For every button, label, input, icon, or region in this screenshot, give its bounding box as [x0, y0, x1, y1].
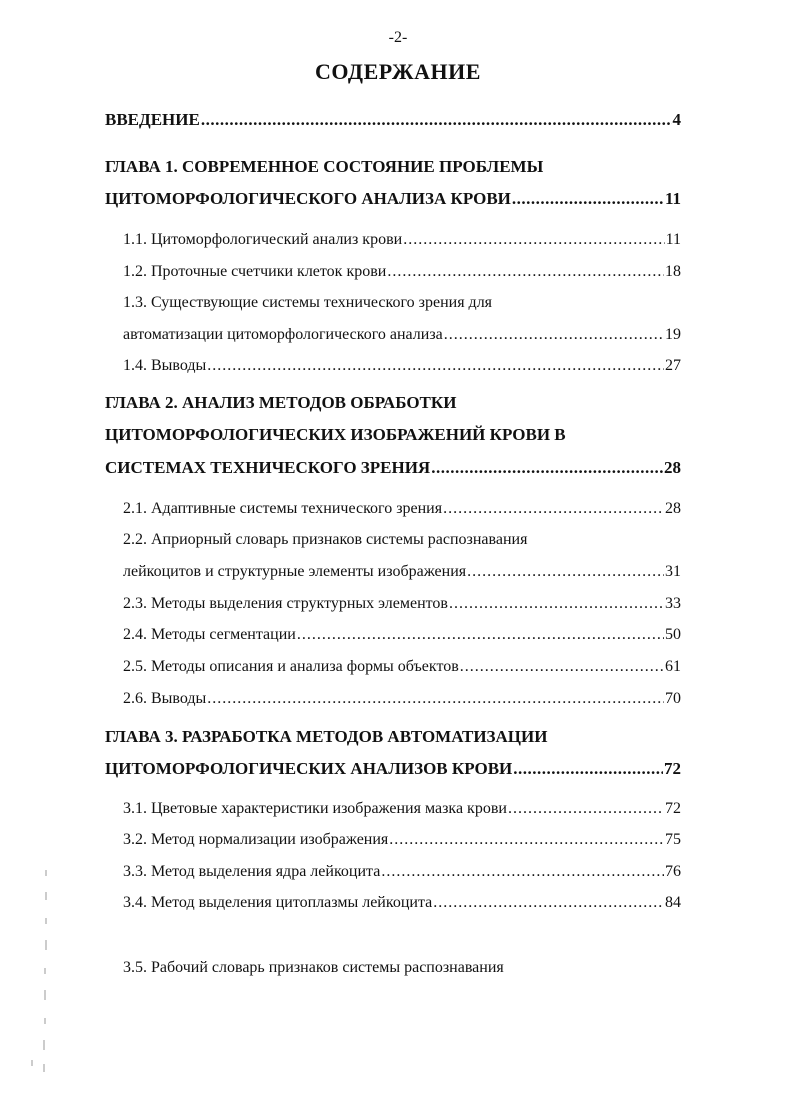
toc-section-title: 3.1. Цветовые характеристики изображения мазка крови [123, 800, 507, 817]
toc-chapter2-line2[interactable] [105, 425, 681, 445]
toc-chapter-title: СИСТЕМАХ ТЕХНИЧЕСКОГО ЗРЕНИЯ [105, 458, 431, 477]
toc-page-number: 19 [665, 326, 681, 343]
toc-section-1-4[interactable] [123, 356, 681, 376]
toc-section-3-2[interactable] [123, 830, 681, 850]
toc-section-title: 1.3. Существующие системы технического зрения для [123, 294, 493, 311]
toc-section-title: 3.2. Метод нормализации изображения [123, 831, 389, 848]
toc-dot-leader [444, 325, 664, 345]
toc-section-title: 2.3. Методы выделения структурных элементов [123, 595, 448, 612]
toc-chapter3-line2[interactable] [105, 759, 681, 779]
toc-section-3-1[interactable] [123, 799, 681, 819]
toc-section-title: 2.2. Априорный словарь признаков системы распознавания [123, 531, 528, 548]
toc-chapter1-line1[interactable] [105, 157, 681, 177]
toc-chapter-title: ГЛАВА 2. АНАЛИЗ МЕТОДОВ ОБРАБОТКИ [105, 393, 457, 412]
toc-page-number: 28 [665, 500, 681, 517]
toc-section-1-1[interactable] [123, 230, 681, 250]
toc-entry-intro[interactable] [105, 110, 681, 130]
toc-dot-leader [433, 893, 664, 913]
toc-section-title: 3.4. Метод выделения цитоплазмы лейкоцита [123, 894, 433, 911]
toc-section-title: 2.1. Адаптивные системы технического зрения [123, 500, 443, 517]
toc-section-2-1[interactable] [123, 499, 681, 519]
toc-page-number: 75 [665, 831, 681, 848]
page-number: -2- [388, 29, 408, 46]
toc-dot-leader [512, 189, 664, 209]
toc-section-1-3-line1[interactable] [123, 293, 681, 313]
toc-dot-leader [389, 830, 664, 850]
toc-chapter1-line2[interactable] [105, 189, 681, 209]
toc-dot-leader [508, 799, 664, 819]
toc-dot-leader [387, 262, 664, 282]
toc-dot-leader [207, 689, 664, 709]
toc-dot-leader [201, 110, 672, 130]
toc-section-title: 2.4. Методы сегментации [123, 626, 296, 643]
toc-chapter2-line1[interactable] [105, 393, 681, 413]
toc-section-2-4[interactable] [123, 625, 681, 645]
toc-page-number: 4 [672, 110, 681, 129]
toc-page-number: 31 [665, 563, 681, 580]
toc-page-number: 50 [665, 626, 681, 643]
toc-dot-leader [513, 759, 663, 779]
toc-section-3-4[interactable] [123, 893, 681, 913]
toc-chapter-title: ЦИТОМОРФОЛОГИЧЕСКОГО АНАЛИЗА КРОВИ [105, 189, 511, 208]
toc-section-2-3[interactable] [123, 594, 681, 614]
toc-page-number: 28 [664, 458, 681, 477]
toc-section-1-2[interactable] [123, 262, 681, 282]
toc-dot-leader [460, 657, 664, 677]
scan-margin-marks [28, 860, 50, 1080]
toc-dot-leader [403, 230, 664, 250]
toc-section-title: 3.5. Рабочий словарь признаков системы распознавания [123, 959, 504, 976]
toc-section-title: 1.4. Выводы [123, 357, 207, 374]
toc-section-title: автоматизации цитоморфологического анализа [123, 326, 443, 343]
toc-entry-title: ВВЕДЕНИЕ [105, 110, 200, 129]
toc-dot-leader [207, 356, 664, 376]
toc-section-title: 1.2. Проточные счетчики клеток крови [123, 263, 387, 280]
toc-dot-leader [297, 625, 664, 645]
toc-page-number: 61 [665, 658, 681, 675]
toc-chapter-title: ГЛАВА 1. СОВРЕМЕННОЕ СОСТОЯНИЕ ПРОБЛЕМЫ [105, 157, 544, 176]
toc-page-number: 72 [665, 800, 681, 817]
toc-page-number: 11 [665, 231, 681, 248]
toc-section-2-5[interactable] [123, 657, 681, 677]
toc-page-number: 70 [665, 690, 681, 707]
toc-section-3-3[interactable] [123, 862, 681, 882]
toc-page-number: 76 [665, 863, 681, 880]
page-title: СОДЕРЖАНИЕ [315, 59, 481, 84]
toc-dot-leader [381, 862, 664, 882]
toc-dot-leader [449, 594, 664, 614]
toc-section-2-6[interactable] [123, 689, 681, 709]
toc-section-title: 3.3. Метод выделения ядра лейкоцита [123, 863, 381, 880]
toc-page-number: 72 [664, 759, 681, 778]
toc-section-title: 1.1. Цитоморфологический анализ крови [123, 231, 403, 248]
toc-section-2-2-line1[interactable] [123, 530, 681, 550]
toc-dot-leader [467, 562, 664, 582]
toc-page-number: 84 [665, 894, 681, 911]
toc-section-title: 2.5. Методы описания и анализа формы объектов [123, 658, 459, 675]
toc-page-number: 27 [665, 357, 681, 374]
toc-chapter-title: ЦИТОМОРФОЛОГИЧЕСКИХ АНАЛИЗОВ КРОВИ [105, 759, 513, 778]
toc-dot-leader [443, 499, 664, 519]
toc-dot-leader [431, 458, 663, 478]
toc-chapter-title: ЦИТОМОРФОЛОГИЧЕСКИХ ИЗОБРАЖЕНИЙ КРОВИ В [105, 425, 566, 444]
toc-section-3-5[interactable] [123, 958, 681, 978]
toc-page-number: 11 [664, 189, 681, 208]
toc-section-2-2-line2[interactable] [123, 562, 681, 582]
toc-section-1-3-line2[interactable] [123, 325, 681, 345]
toc-chapter2-line3[interactable] [105, 458, 681, 478]
toc-section-title: 2.6. Выводы [123, 690, 207, 707]
toc-chapter-title: ГЛАВА 3. РАЗРАБОТКА МЕТОДОВ АВТОМАТИЗАЦИИ [105, 727, 548, 746]
toc-page-number: 33 [665, 595, 681, 612]
toc-page-number: 18 [665, 263, 681, 280]
toc-section-title: лейкоцитов и структурные элементы изображения [123, 563, 467, 580]
toc-chapter3-line1[interactable] [105, 727, 681, 747]
